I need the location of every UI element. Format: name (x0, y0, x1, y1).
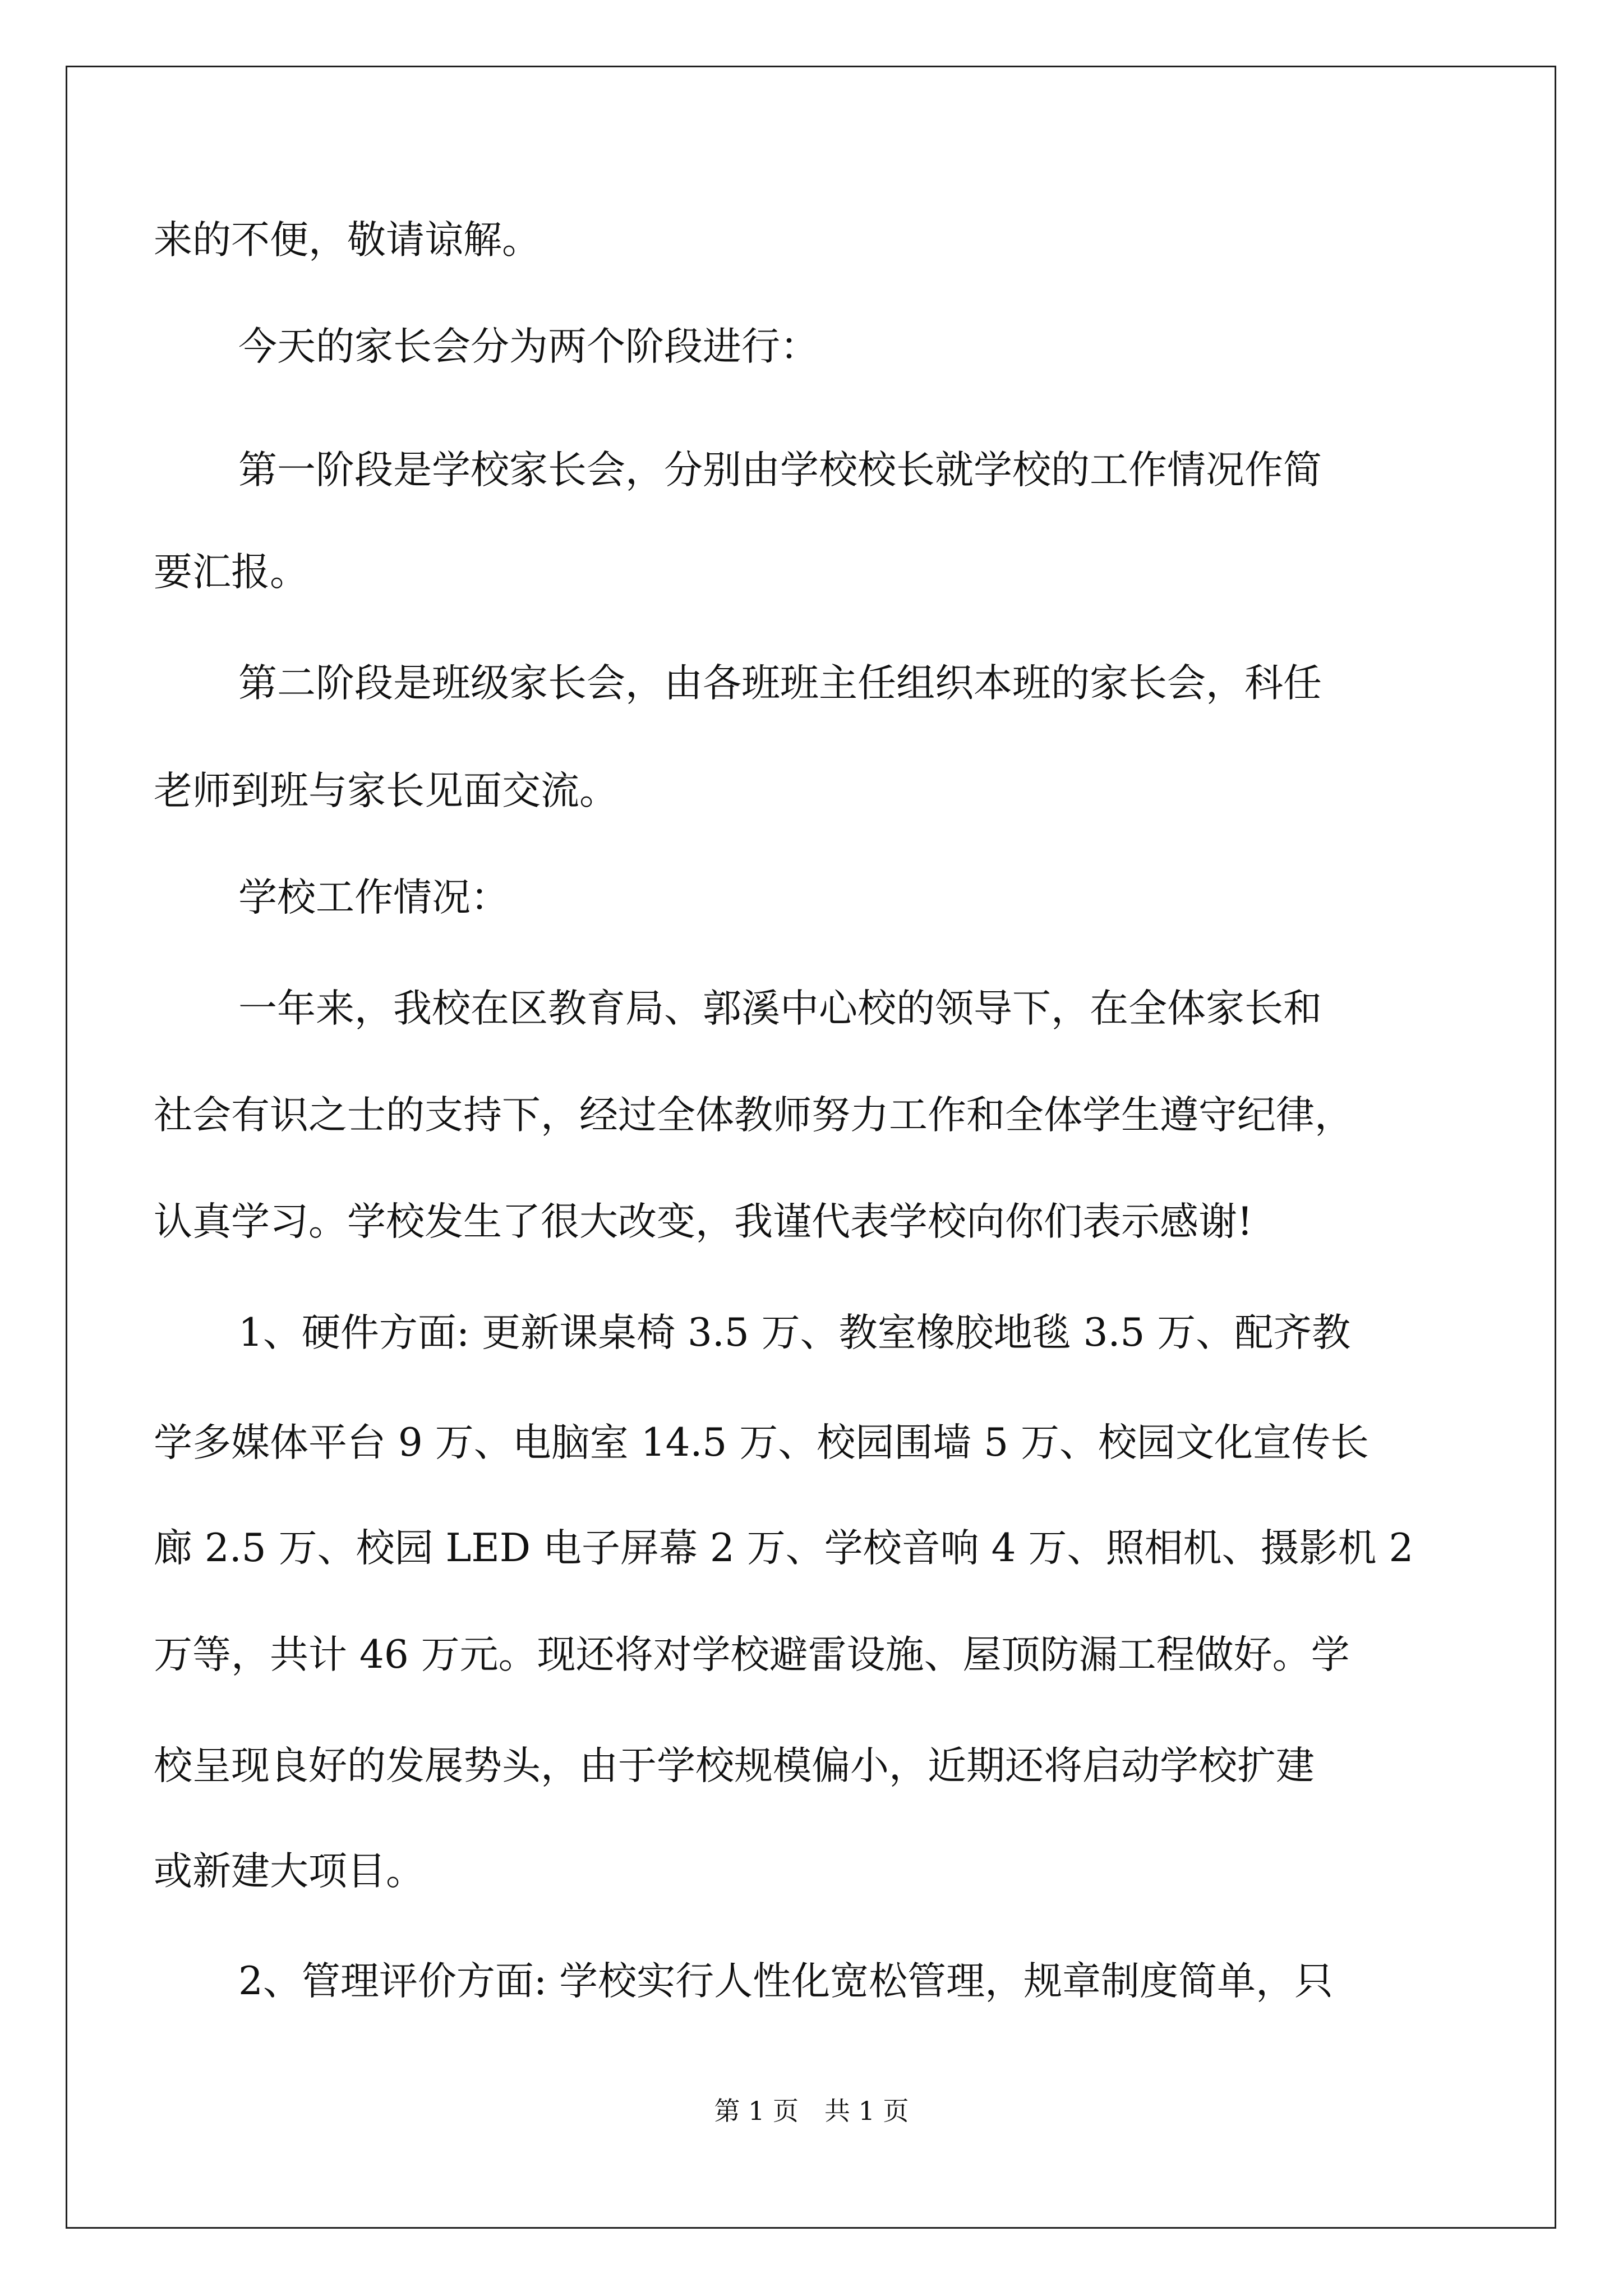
text-line: 万等，共计 46 万元。现还将对学校避雷设施、屋顶防漏工程做好。学 (154, 1632, 1350, 1677)
text-line: 或新建大项目。 (154, 1849, 425, 1894)
text-line: 学多媒体平台 9 万、电脑室 14.5 万、校园围墙 5 万、校园文化宣传长 (154, 1420, 1370, 1465)
text-line: 来的不便，敬请谅解。 (154, 218, 541, 263)
text-line: 老师到班与家长见面交流。 (154, 769, 618, 813)
text-line: 校呈现良好的发展势头，由于学校规模偏小，近期还将启动学校扩建 (154, 1743, 1315, 1788)
page-border (66, 66, 1556, 2229)
text-line: 认真学习。学校发生了很大改变，我谨代表学校向你们表示感谢! (154, 1199, 1253, 1244)
text-line: 今天的家长会分为两个阶段进行： (238, 324, 819, 369)
text-line: 一年来，我校在区教育局、郭溪中心校的领导下，在全体家长和 (238, 986, 1322, 1031)
text-line: 要汇报。 (154, 550, 308, 595)
text-line: 廊 2.5 万、校园 LED 电子屏幕 2 万、学校音响 4 万、照相机、摄影机 2 (154, 1526, 1414, 1571)
text-line: 第一阶段是学校家长会，分别由学校校长就学校的工作情况作简 (238, 448, 1322, 493)
text-line: 1、硬件方面: 更新课桌椅 3.5 万、教室橡胶地毯 3.5 万、配齐教 (238, 1310, 1351, 1355)
text-line: 2、管理评价方面: 学校实行人性化宽松管理，规章制度简单，只 (238, 1959, 1334, 2004)
text-line: 学校工作情况： (238, 875, 509, 920)
page-footer: 第 1 页 共 1 页 (714, 2096, 909, 2126)
text-line: 第二阶段是班级家长会，由各班班主任组织本班的家长会，科任 (238, 661, 1322, 706)
text-line: 社会有识之士的支持下，经过全体教师努力工作和全体学生遵守纪律， (154, 1093, 1353, 1138)
